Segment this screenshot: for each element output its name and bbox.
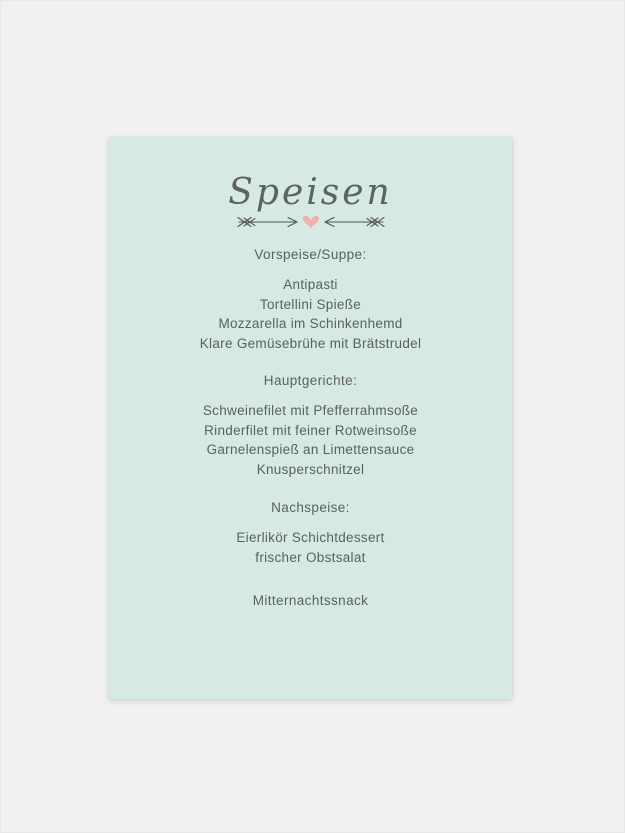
heart-icon (303, 216, 319, 228)
arrow-heart-icon (236, 212, 386, 232)
menu-section-vorspeise (109, 245, 512, 353)
section-items (109, 528, 512, 567)
section-heading: Nachspeise: (271, 500, 350, 515)
menu-section-hauptgerichte (109, 371, 512, 479)
section-heading: Hauptgerichte: (263, 373, 358, 388)
menu-item: frischer Obstsalat (255, 549, 366, 565)
menu-section-mitternachtssnack (109, 591, 512, 611)
menu-section-nachspeise (109, 498, 512, 567)
menu-item: Eierlikör Schichtdessert (236, 530, 385, 545)
section-items (109, 275, 512, 353)
section-items (109, 401, 512, 479)
menu-item: Antipasti (283, 277, 338, 292)
menu-card (109, 137, 512, 699)
menu-item: Schweinefilet mit Pfefferrahmsoße (202, 403, 419, 418)
arrow-heart-divider (109, 215, 512, 229)
section-heading: Mitternachtssnack (252, 593, 369, 608)
right-arrow-icon (325, 218, 384, 227)
menu-item: Rinderfilet mit feiner Rotweinsoße (204, 422, 417, 438)
menu-item: Knusperschnitzel (256, 461, 365, 477)
menu-item: Klare Gemüsebrühe mit Brätstrudel (199, 335, 422, 351)
left-arrow-icon (238, 218, 297, 227)
menu-item: Mozzarella im Schinkenhemd (218, 316, 403, 331)
menu-item: Tortellini Spieße (259, 296, 362, 312)
section-heading: Vorspeise/Suppe: (254, 247, 367, 262)
menu-title: Speisen (228, 172, 393, 213)
menu-item: Garnelenspieß an Limettensauce (206, 442, 415, 457)
